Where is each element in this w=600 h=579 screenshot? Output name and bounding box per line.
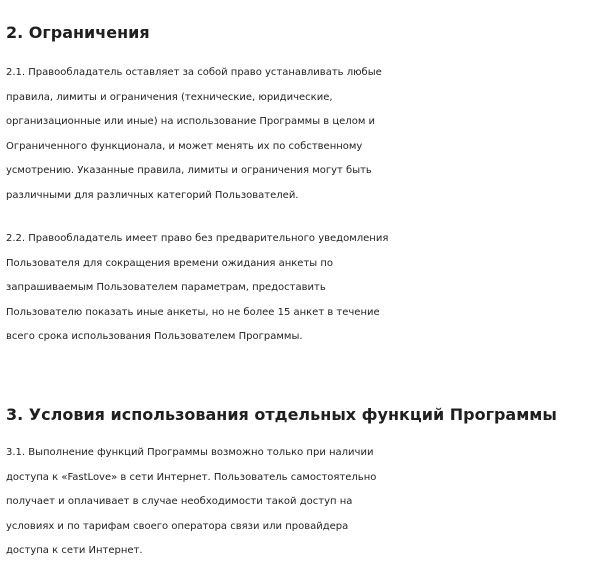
paragraph-line: доступа к сети Интернет. bbox=[6, 545, 143, 556]
paragraph-3-1 bbox=[6, 441, 596, 564]
paragraph-line: правила, лимиты и ограничения (технические, юридические, bbox=[6, 91, 333, 103]
paragraph-2-1 bbox=[6, 61, 596, 208]
paragraph-line: Пользователю показать иные анкеты, но не более 15 анкет в течение bbox=[6, 306, 380, 318]
paragraph-line: доступа к «FastLove» в сети Интернет. Пользователь самостоятельно bbox=[6, 471, 377, 483]
paragraph-line: 2.2. Правообладатель имеет право без предварительного уведомления bbox=[6, 233, 389, 244]
paragraph-line: усмотрению. Указанные правила, лимиты и ограничения могут быть bbox=[6, 165, 372, 176]
section-2-heading: 2. Ограничения bbox=[6, 23, 150, 42]
paragraph-line: 2.1. Правообладатель оставляет за собой право устанавливать любые bbox=[6, 67, 382, 78]
paragraph-line: организационные или иные) на использование Программы в целом и bbox=[6, 116, 376, 127]
paragraph-line: 3.1. Выполнение функций Программы возможно только при наличии bbox=[6, 447, 374, 458]
paragraph-line: Ограниченного функционала, и может менять их по собственному bbox=[6, 140, 363, 152]
paragraph-line: получает и оплачивает в случае необходимости такой доступ на bbox=[6, 496, 353, 507]
paragraph-line: Пользователя для сокращения времени ожидания анкеты по bbox=[6, 257, 333, 269]
paragraph-line: всего срока использования Пользователем Программы. bbox=[6, 331, 303, 342]
paragraph-2-2 bbox=[6, 227, 596, 350]
section-3-heading: 3. Условия использования отдельных функций Программы bbox=[6, 405, 557, 424]
paragraph-line: различными для различных категорий Пользователей. bbox=[6, 189, 299, 201]
paragraph-line: условиях и по тарифам своего оператора связи или провайдера bbox=[6, 520, 349, 532]
paragraph-line: запрашиваемым Пользователем параметрам, предоставить bbox=[6, 282, 326, 293]
